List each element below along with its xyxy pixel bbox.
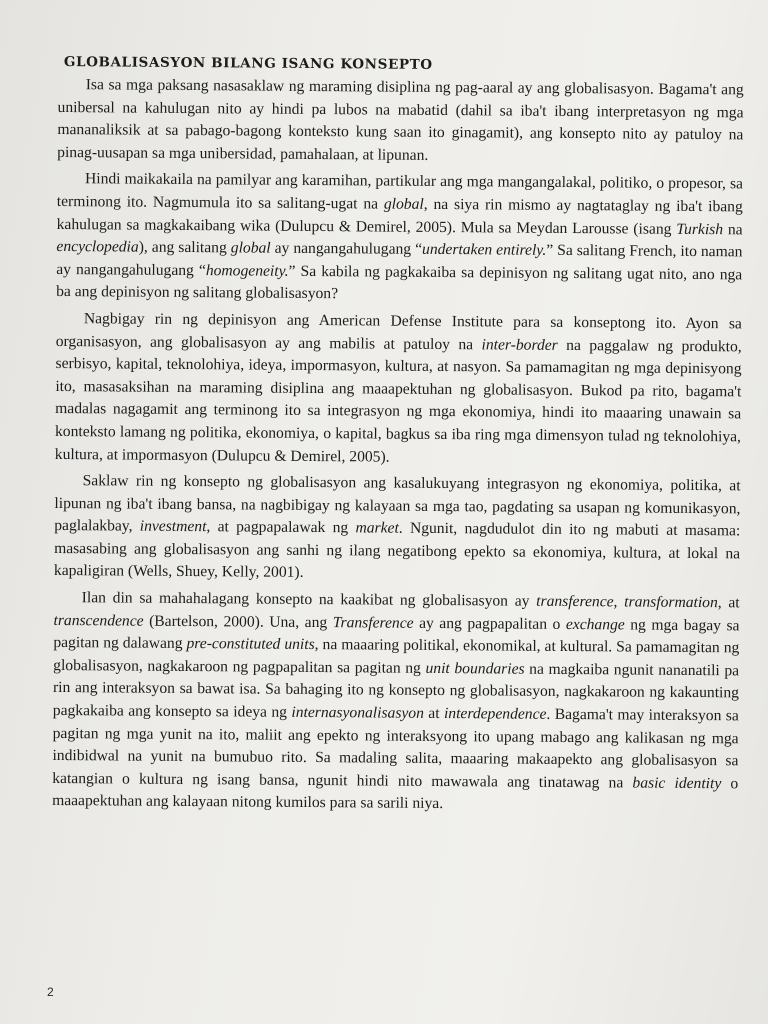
paragraph bbox=[57, 74, 744, 170]
paragraph bbox=[56, 168, 743, 309]
italic-term: encyclopedia bbox=[56, 238, 139, 256]
text-run: ay nangangahulugang “ bbox=[270, 239, 423, 259]
text-run: , at bbox=[717, 594, 740, 612]
text-run: na bbox=[723, 220, 743, 238]
text-run: , at pagpapalawak ng bbox=[206, 518, 356, 537]
italic-term: undertaken entirely. bbox=[421, 241, 547, 259]
paragraph bbox=[54, 470, 741, 588]
italic-term: pre-constituted units bbox=[186, 635, 315, 654]
text-run: . Bagama't may interaksyon sa pagitan ng mga yunit na ito, maliit ang epekto ng interaksyong ito upang mabago ang kalikasan ng mga indibidwal na yunit na bumubuo rito. Sa madaling salita, maaaring makaapekto ang globalisasyon sa katangian o kultura ng isang bansa, ngunit hindi nito mawawala ang tinatawag na bbox=[52, 705, 739, 792]
text-run: Saklaw rin ng konsepto ng globalisasyon ang kasalukuyang integrasyon ng ekonomiya, politika, at lipunan ng iba't ibang bansa, na nagbibigay ng kalayaan sa mga tao, pagdating sa usapan ng komunikasyon, paglalakbay, bbox=[54, 472, 741, 535]
text-run: ), ang salitang bbox=[138, 238, 231, 257]
italic-term: inter-border bbox=[481, 335, 558, 354]
page-number: 2 bbox=[47, 985, 54, 999]
paragraph bbox=[55, 308, 742, 472]
italic-term: global bbox=[230, 239, 271, 257]
italic-term: transcendence bbox=[53, 611, 144, 630]
italic-term: interdependence bbox=[443, 705, 547, 723]
text-run: ay ang pagpapalitan o bbox=[413, 614, 566, 633]
italic-term: basic identity bbox=[632, 774, 722, 793]
text-run: na paggalaw ng produkto, serbisyo, kapital, teknolohiya, ideya, impormasyon, kultura, at nasyon. Sa pamamagitan ng mga depinisyong ito, masasaksihan na maraming disiplina ang maaapektuhan ng globalisasyon. Bukod pa rito, bagama't madalas nagagamit ang terminong ito sa integrasyon ng mga ekonomiya, hindi ito maaaring unawain sa konteksto lamang ng politika, ekonomiya, o kapital, bagkus sa iba ring mga dimensyon tulad ng teknolohiya, kultura, at impormasyon (Dulupcu & Demirel, 2005). bbox=[54, 336, 742, 466]
italic-term: homogeneity. bbox=[205, 261, 289, 280]
text-run: Ilan din sa mahahalagang konsepto na kaakibat ng globalisasyon ay bbox=[81, 589, 537, 610]
italic-term: market bbox=[355, 519, 399, 537]
text-run: , na siya rin mismo ay nagtataglay ng iba't ibang kahulugan sa magkakaibang wika (Dulupcu & Demirel, 2005). Mula sa Meydan Larousse (isang bbox=[56, 195, 743, 238]
italic-term: internasyonalisasyon bbox=[291, 703, 425, 722]
text-run: (Bartelson, 2000). Una, ang bbox=[143, 612, 333, 631]
text-run: ” Sa kabila ng pagkakaiba sa depinisyon ng salitang ugat nito, ano nga ba ang depinisyon ng salitang globalisasyon? bbox=[56, 262, 743, 303]
paragraph bbox=[52, 587, 740, 818]
text-run: na magkaiba ngunit nananatili pa rin ang interaksyon sa bawat isa. Sa bahaging ito ng konsepto ng globalisasyon, nagkakaroon ng kakaunting pagkakaiba ang konsepto sa ideya ng bbox=[52, 660, 740, 721]
text-run: at bbox=[423, 704, 445, 723]
italic-term: exchange bbox=[565, 615, 625, 634]
body-text bbox=[52, 74, 744, 818]
italic-term: Transference bbox=[332, 613, 414, 632]
italic-term: transformation bbox=[624, 593, 718, 612]
italic-term: Turkish bbox=[676, 220, 724, 238]
italic-term: unit boundaries bbox=[425, 659, 525, 678]
text-run: Hindi maikakaila na pamilyar ang karamihan, partikular ang mga mangangalakal, politiko, o propesor, sa terminong ito. Nagmumula ito sa salitang-ugat na bbox=[56, 170, 744, 213]
italic-term: global bbox=[383, 195, 424, 213]
text-run: Isa sa mga paksang nasasaklaw ng maraming disiplina ng pag-aaral ay ang globalisasyon. Bagama't ang unibersal na kahulugan nito ay hindi pa lubos na mabatid (dahil sa iba't ibang interpretasyon ng mga mananaliksik at sa pabago-bagong konteksto kung saan ito ginagamit), ang konsepto nito ay patuloy na pinag-uusapan sa mga unibersidad, pamahalaan, at lipunan. bbox=[57, 76, 744, 164]
text-run: , na maaaring politikal, ekonomikal, at kultural. Sa pamamagitan ng globalisasyon, nagkakaroon ng pagpapalitan sa pagitan ng bbox=[53, 636, 740, 677]
text-run: . Ngunit, nagdudulot din ito ng mabuti at masama: masasabing ang globalisasyon ang sanhi ng ilang negatibong epekto sa ekonomiya, kultura, at lokal na kapaligiran (Wells, Shuey, Kelly, 2001). bbox=[53, 519, 741, 582]
text-run: ng mga bagay sa pagitan ng dalawang bbox=[53, 616, 740, 653]
section-heading: GLOBALISASYON BILANG ISANG KONSEPTO bbox=[63, 54, 433, 73]
text-run: ” Sa salitang French, ito naman ay nangangahulugang “ bbox=[56, 241, 743, 279]
text-run: Nagbigay rin ng depinisyon ang American Defense Institute para sa konseptong ito. Ayon sa organisasyon, ang globalisasyon ay ang mabilis at patuloy na bbox=[55, 310, 742, 353]
text-run: o maaapektuhan ang kalayaan nitong kumilos para sa sarili niya. bbox=[52, 775, 739, 813]
italic-term: transference bbox=[536, 592, 614, 611]
page-content bbox=[52, 52, 744, 822]
text-run: , bbox=[613, 593, 625, 611]
italic-term: investment bbox=[139, 517, 207, 536]
